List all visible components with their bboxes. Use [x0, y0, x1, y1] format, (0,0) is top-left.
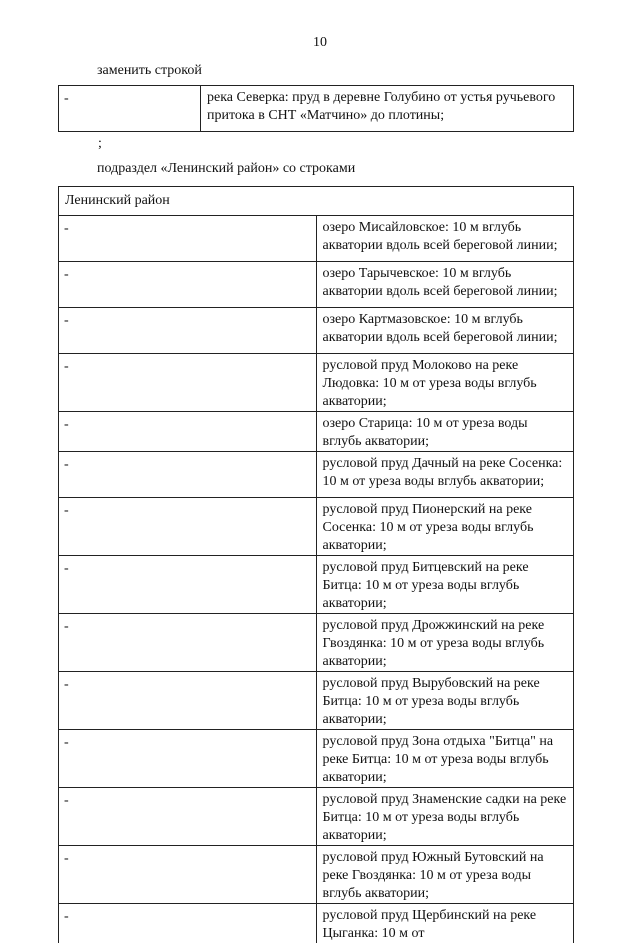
- table-row: [59, 452, 574, 498]
- row-text: русловой пруд Вырубовский на реке Битца: 10 м от уреза воды вглубь акватории;: [316, 672, 574, 730]
- district-header: Ленинский район: [59, 187, 574, 216]
- table-row: [59, 262, 574, 308]
- table-row: [59, 556, 574, 614]
- row-marker: -: [59, 846, 317, 904]
- semicolon: ;: [98, 135, 102, 153]
- table-row: [59, 846, 574, 904]
- row-text: русловой пруд Битцевский на реке Битца: 10 м от уреза воды вглубь акватории;: [316, 556, 574, 614]
- row-marker: -: [59, 308, 317, 354]
- table-row: [59, 412, 574, 452]
- table-row: [59, 904, 574, 943]
- replacement-table: [58, 85, 574, 132]
- row-text: русловой пруд Молоково на реке Людовка: 10 м от уреза воды вглубь акватории;: [316, 354, 574, 412]
- district-header-row: [59, 187, 574, 216]
- subsection-line: подраздел «Ленинский район» со строками: [97, 160, 355, 178]
- row-marker: -: [59, 86, 201, 132]
- row-marker: -: [59, 614, 317, 672]
- row-text: русловой пруд Знаменские садки на реке Битца: 10 м от уреза воды вглубь акватории;: [316, 788, 574, 846]
- row-marker: -: [59, 730, 317, 788]
- replace-line: заменить строкой: [97, 62, 202, 80]
- table-row: [59, 498, 574, 556]
- table-row: [59, 216, 574, 262]
- row-marker: -: [59, 412, 317, 452]
- row-text: русловой пруд Дрожжинский на реке Гвоздянка: 10 м от уреза воды вглубь акватории;: [316, 614, 574, 672]
- row-text: озеро Тарычевское: 10 м вглубь акватории вдоль всей береговой линии;: [316, 262, 574, 308]
- row-marker: -: [59, 788, 317, 846]
- row-marker: -: [59, 354, 317, 412]
- table-row: [59, 614, 574, 672]
- table-row: [59, 788, 574, 846]
- row-text: русловой пруд Зона отдыха "Битца" на реке Битца: 10 м от уреза воды вглубь акватории;: [316, 730, 574, 788]
- table-row: [59, 308, 574, 354]
- row-text: озеро Картмазовское: 10 м вглубь акватории вдоль всей береговой линии;: [316, 308, 574, 354]
- row-marker: -: [59, 672, 317, 730]
- table-row: [59, 86, 574, 132]
- row-marker: -: [59, 498, 317, 556]
- row-marker: -: [59, 452, 317, 498]
- table-row: [59, 354, 574, 412]
- row-text: русловой пруд Дачный на реке Сосенка: 10 м от уреза воды вглубь акватории;: [316, 452, 574, 498]
- table-row: [59, 672, 574, 730]
- row-marker: -: [59, 904, 317, 943]
- row-marker: -: [59, 262, 317, 308]
- row-text: озеро Мисайловское: 10 м вглубь акватории вдоль всей береговой линии;: [316, 216, 574, 262]
- row-marker: -: [59, 216, 317, 262]
- row-text: русловой пруд Южный Бутовский на реке Гвоздянка: 10 м от уреза воды вглубь акватории;: [316, 846, 574, 904]
- row-text: русловой пруд Пионерский на реке Сосенка: 10 м от уреза воды вглубь акватории;: [316, 498, 574, 556]
- row-text: река Северка: пруд в деревне Голубино от устья ручьевого притока в СНТ «Матчино» до плотины;: [201, 86, 574, 132]
- table-row: [59, 730, 574, 788]
- row-text: русловой пруд Щербинский на реке Цыганка: 10 м от: [316, 904, 574, 943]
- row-marker: -: [59, 556, 317, 614]
- district-table: [58, 186, 574, 943]
- page-number: 10: [0, 34, 640, 52]
- row-text: озеро Старица: 10 м от уреза воды вглубь акватории;: [316, 412, 574, 452]
